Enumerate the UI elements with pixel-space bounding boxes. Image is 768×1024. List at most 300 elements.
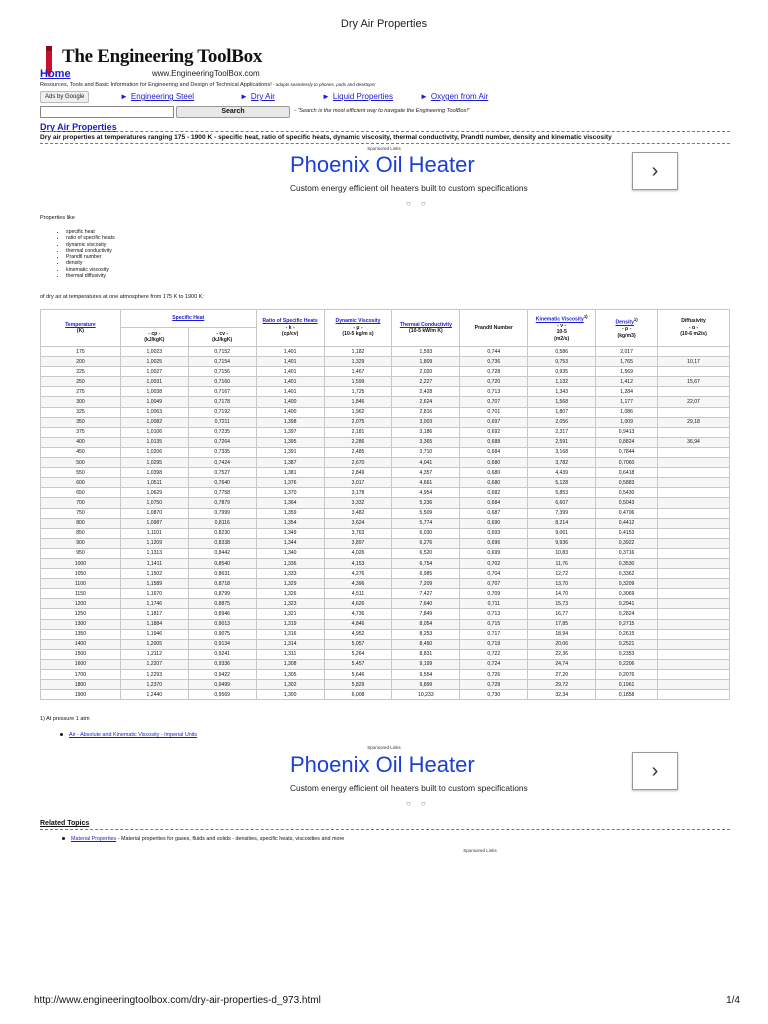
table-cell: 1,0063 <box>120 407 188 417</box>
table-cell: 1,398 <box>256 417 324 427</box>
table-cell: 0,9422 <box>188 670 256 680</box>
table-cell: 1,0082 <box>120 417 188 427</box>
ad-carousel-dots[interactable]: ○ ○ <box>406 799 430 808</box>
header-dynamic-viscosity <box>324 310 392 347</box>
table-cell: 4,954 <box>392 488 460 498</box>
nav-link-engineering-steel[interactable] <box>120 92 194 101</box>
table-cell <box>658 508 730 518</box>
density-link[interactable]: Density <box>615 319 634 326</box>
table-cell: 1,340 <box>256 548 324 558</box>
table-cell: 1,1746 <box>120 599 188 609</box>
table-cell: 32,34 <box>528 690 596 700</box>
table-cell <box>658 498 730 508</box>
table-cell: 2,017 <box>596 347 658 357</box>
table-cell: 0,2615 <box>596 629 658 639</box>
nav-link-liquid-properties[interactable] <box>322 92 393 101</box>
triangle-right-icon: ► <box>240 92 248 101</box>
table-cell <box>658 639 730 649</box>
table-cell: 1,397 <box>256 427 324 437</box>
nav-link-dry-air[interactable] <box>240 92 275 101</box>
ad-next-arrow-icon[interactable]: › <box>632 152 678 190</box>
table-row <box>41 367 730 377</box>
table-cell: 0,7844 <box>596 447 658 457</box>
tagline <box>40 82 375 88</box>
table-cell: 2,485 <box>324 447 392 457</box>
table-cell: 15,73 <box>528 599 596 609</box>
header-unit: (K) <box>76 328 84 334</box>
table-cell <box>658 690 730 700</box>
table-cell: 0,2206 <box>596 659 658 669</box>
table-cell: 0,7192 <box>188 407 256 417</box>
table-cell: 0,707 <box>460 579 528 589</box>
table-cell: 750 <box>41 508 121 518</box>
print-header-title: Dry Air Properties <box>340 18 428 30</box>
table-cell: 1,177 <box>596 397 658 407</box>
table-cell: 8,831 <box>392 649 460 659</box>
table-cell: 0,699 <box>460 548 528 558</box>
table-cell: 1,401 <box>256 387 324 397</box>
table-cell: 1,336 <box>256 558 324 568</box>
list-item: • thermal diffusivity <box>66 273 115 279</box>
table-cell: 3,897 <box>324 538 392 548</box>
table-cell: 1,300 <box>256 690 324 700</box>
ads-by-google-button[interactable]: Ads by Google <box>40 91 89 103</box>
table-cell: 1,381 <box>256 468 324 478</box>
table-cell: 0,726 <box>460 670 528 680</box>
table-cell: 3,017 <box>324 478 392 488</box>
table-cell: 1,344 <box>256 538 324 548</box>
table-cell: 1,2370 <box>120 680 188 690</box>
search-row <box>40 106 730 118</box>
table-cell: 4,357 <box>392 468 460 478</box>
table-cell: 0,3069 <box>596 589 658 599</box>
table-cell: 1,846 <box>324 397 392 407</box>
table-cell: 1,132 <box>528 377 596 387</box>
tagline-small: - adapts seamlessly to phones, pads and desktops! <box>271 82 376 87</box>
table-cell: 0,8230 <box>188 528 256 538</box>
table-cell: 2,075 <box>324 417 392 427</box>
kinematic-viscosity-link[interactable]: Kinematic Viscosity <box>535 316 584 323</box>
table-cell: 0,9134 <box>188 639 256 649</box>
table-cell: 1,2293 <box>120 670 188 680</box>
table-row <box>41 629 730 639</box>
table-cell: 2,317 <box>528 427 596 437</box>
table-cell: 7,399 <box>528 508 596 518</box>
ad-banner[interactable] <box>270 752 690 812</box>
table-cell: 1,1313 <box>120 548 188 558</box>
table-cell: 0,9413 <box>596 427 658 437</box>
table-cell: 29,72 <box>528 680 596 690</box>
triangle-right-icon: ► <box>322 92 330 101</box>
table-cell: 7,849 <box>392 609 460 619</box>
table-cell: 0,5430 <box>596 488 658 498</box>
table-cell: 6,008 <box>324 690 392 700</box>
table-cell: 1,0106 <box>120 427 188 437</box>
table-cell: 0,9241 <box>188 649 256 659</box>
table-cell: 1,364 <box>256 498 324 508</box>
table-cell: 22,36 <box>528 649 596 659</box>
table-cell: 3,168 <box>528 447 596 457</box>
ratio-link[interactable]: Ratio of Specific Heats <box>262 318 318 325</box>
table-row <box>41 619 730 629</box>
table-cell: 6,607 <box>528 498 596 508</box>
table-cell: 0,3530 <box>596 558 658 568</box>
header-symbol: - cv - <box>216 330 229 337</box>
table-cell: 4,026 <box>324 548 392 558</box>
table-cell <box>658 579 730 589</box>
header-unit: (kg/m3) <box>617 332 636 339</box>
nav-link-label: Oxygen from Air <box>430 92 489 101</box>
search-button[interactable]: Search <box>176 106 290 118</box>
table-cell: 1,2112 <box>120 649 188 659</box>
ad-banner[interactable] <box>270 152 690 212</box>
table-row <box>41 528 730 538</box>
table-cell: 4,439 <box>528 468 596 478</box>
breadcrumb-dry-air-properties[interactable]: Dry Air Properties <box>40 122 117 132</box>
table-cell: 1,400 <box>256 397 324 407</box>
table-cell: 9,199 <box>392 659 460 669</box>
table-cell: 0,736 <box>460 357 528 367</box>
table-cell: 1100 <box>41 579 121 589</box>
table-row <box>41 579 730 589</box>
header-symbol: - ν - <box>557 322 567 329</box>
table-cell: 3,178 <box>324 488 392 498</box>
table-row <box>41 407 730 417</box>
table-cell: 8,450 <box>392 639 460 649</box>
table-cell: 0,1858 <box>596 690 658 700</box>
table-cell: 0,3922 <box>596 538 658 548</box>
header-cv <box>188 328 256 347</box>
table-cell: 5,853 <box>528 488 596 498</box>
table-cell: 3,624 <box>324 518 392 528</box>
table-row <box>41 427 730 437</box>
air-viscosity-imperial-link[interactable]: Air - Absolute and Kinematic Viscosity - Imperial Units <box>69 732 198 738</box>
table-cell: 2,227 <box>392 377 460 387</box>
table-cell: 0,8718 <box>188 579 256 589</box>
header-symbol: - μ - <box>353 324 363 331</box>
table-cell: 0,709 <box>460 589 528 599</box>
table-cell <box>658 558 730 568</box>
table-cell: 10,17 <box>658 357 730 367</box>
list-item: • density <box>66 260 115 266</box>
table-cell: 1,2005 <box>120 639 188 649</box>
table-row <box>41 357 730 367</box>
table-cell: 0,9075 <box>188 629 256 639</box>
table-cell: 1,009 <box>596 417 658 427</box>
table-cell: 0,701 <box>460 407 528 417</box>
table-cell: 1,401 <box>256 357 324 367</box>
table-cell: 2,670 <box>324 458 392 468</box>
header-unit: (cp/cv) <box>281 331 299 338</box>
table-cell: 5,646 <box>324 670 392 680</box>
table-cell: 1,319 <box>256 619 324 629</box>
table-cell: 2,816 <box>392 407 460 417</box>
table-cell: 0,2353 <box>596 649 658 659</box>
table-cell: 24,74 <box>528 659 596 669</box>
table-cell: 1,0987 <box>120 518 188 528</box>
table-cell: 22,07 <box>658 397 730 407</box>
header-symbol: - ρ - <box>621 326 632 333</box>
table-row <box>41 609 730 619</box>
table-cell: 0,713 <box>460 387 528 397</box>
table-cell: 2,056 <box>528 417 596 427</box>
table-cell: 0,2941 <box>596 599 658 609</box>
table-cell: 0,2824 <box>596 609 658 619</box>
header-specific-heat <box>120 310 256 328</box>
table-cell <box>658 387 730 397</box>
table-cell: 0,702 <box>460 558 528 568</box>
table-cell: 2,020 <box>392 367 460 377</box>
table-row <box>41 478 730 488</box>
table-cell: 600 <box>41 478 121 488</box>
table-cell: 0,730 <box>460 690 528 700</box>
table-cell: 1,0629 <box>120 488 188 498</box>
header-ratio <box>256 310 324 347</box>
table-cell: 0,7527 <box>188 468 256 478</box>
table-cell: 0,8442 <box>188 548 256 558</box>
print-footer-page-number: 1/4 <box>726 995 740 1006</box>
related-topic-text: - Material properties for gases, fluids and solids - densities, specific heats, viscosities and more <box>116 836 345 842</box>
table-cell: 700 <box>41 498 121 508</box>
table-cell: 10,83 <box>528 548 596 558</box>
nav-link-oxygen-from-air[interactable] <box>420 92 488 101</box>
table-cell: 9,936 <box>528 538 596 548</box>
triangle-right-icon: ► <box>420 92 428 101</box>
table-cell: 225 <box>41 367 121 377</box>
table-cell: 0,7211 <box>188 417 256 427</box>
table-cell: 0,3716 <box>596 548 658 558</box>
table-cell: 1050 <box>41 569 121 579</box>
table-cell: 3,710 <box>392 447 460 457</box>
table-cell: 5,457 <box>324 659 392 669</box>
table-cell: 0,3362 <box>596 569 658 579</box>
table-cell: 3,365 <box>392 437 460 447</box>
table-cell: 0,684 <box>460 447 528 457</box>
table-row <box>41 458 730 468</box>
table-cell: 2,849 <box>324 468 392 478</box>
table-row <box>41 649 730 659</box>
table-cell: 250 <box>41 377 121 387</box>
table-cell: 0,7178 <box>188 397 256 407</box>
table-cell: 4,511 <box>324 589 392 599</box>
ad-carousel-dots[interactable]: ○ ○ <box>406 199 430 208</box>
logo-text: The Engineering ToolBox <box>62 46 263 67</box>
table-cell: 1,467 <box>324 367 392 377</box>
table-cell: 1,1946 <box>120 629 188 639</box>
table-cell: 1,1101 <box>120 528 188 538</box>
header-unit: (kJ/kgK) <box>212 337 233 343</box>
table-cell: 375 <box>41 427 121 437</box>
table-cell: 0,8631 <box>188 569 256 579</box>
sub-link-row <box>60 732 197 738</box>
table-cell <box>658 589 730 599</box>
table-cell: 7,209 <box>392 579 460 589</box>
table-cell: 1,284 <box>596 387 658 397</box>
table-cell: 5,829 <box>324 680 392 690</box>
table-cell: 1,323 <box>256 599 324 609</box>
table-cell: 950 <box>41 548 121 558</box>
table-cell: 10,233 <box>392 690 460 700</box>
table-cell <box>658 659 730 669</box>
table-cell: 1,569 <box>596 367 658 377</box>
site-logo[interactable] <box>40 44 300 84</box>
table-cell: 1,1670 <box>120 589 188 599</box>
nav-link-label: Liquid Properties <box>332 92 393 101</box>
table-row <box>41 488 730 498</box>
table-cell: 1,354 <box>256 518 324 528</box>
header-symbol: - k - <box>285 324 295 331</box>
table-cell: 1,401 <box>256 367 324 377</box>
table-cell: 3,186 <box>392 427 460 437</box>
table-cell: 4,396 <box>324 579 392 589</box>
list-item: • thermal conductivity <box>66 248 115 254</box>
table-cell: 1,311 <box>256 649 324 659</box>
table-cell: 1,370 <box>256 488 324 498</box>
list-item: • ratio of specific heats <box>66 235 115 241</box>
table-cell: 5,057 <box>324 639 392 649</box>
table-cell: 8,214 <box>528 518 596 528</box>
table-cell: 1000 <box>41 558 121 568</box>
table-cell: 450 <box>41 447 121 457</box>
table-cell: 1,387 <box>256 458 324 468</box>
table-cell: 0,8799 <box>188 589 256 599</box>
table-cell: 4,153 <box>324 558 392 568</box>
table-cell: 4,952 <box>324 629 392 639</box>
header-unit: (m2/s) <box>554 335 570 342</box>
table-cell: 1,0295 <box>120 458 188 468</box>
table-cell: 0,680 <box>460 478 528 488</box>
table-cell: 1250 <box>41 609 121 619</box>
table-cell: 0,8338 <box>188 538 256 548</box>
table-cell: 1,329 <box>256 579 324 589</box>
table-cell: 0,2521 <box>596 639 658 649</box>
list-item: • Prandtl number <box>66 254 115 260</box>
ad-next-arrow-icon[interactable]: › <box>632 752 678 790</box>
header-thermal-conductivity <box>392 310 460 347</box>
print-footer-url: http://www.engineeringtoolbox.com/dry-air-properties-d_973.html <box>34 995 321 1006</box>
table-row <box>41 397 730 407</box>
nav-link-label: Dry Air <box>250 92 275 101</box>
tagline-text: Resources, Tools and Basic Information for Engineering and Design of Technical Applications! <box>40 82 272 88</box>
table-cell: 1300 <box>41 619 121 629</box>
home-link[interactable]: Home <box>40 68 71 80</box>
bullet-icon <box>62 837 65 840</box>
table-cell: 0,690 <box>460 518 528 528</box>
table-cell: 1,412 <box>596 377 658 387</box>
table-cell: 12,72 <box>528 569 596 579</box>
table-cell: 0,704 <box>460 569 528 579</box>
table-cell: 1,1502 <box>120 569 188 579</box>
table-cell: 0,2076 <box>596 670 658 680</box>
table-cell: 1,593 <box>392 347 460 357</box>
table-cell: 0,715 <box>460 619 528 629</box>
table-cell <box>658 569 730 579</box>
table-row <box>41 387 730 397</box>
table-cell: 0,7335 <box>188 447 256 457</box>
table-cell <box>658 528 730 538</box>
table-cell: 1,329 <box>324 357 392 367</box>
table-cell: 1,0870 <box>120 508 188 518</box>
table-cell: 0,753 <box>528 357 596 367</box>
table-cell <box>658 458 730 468</box>
table-cell: 17,85 <box>528 619 596 629</box>
table-row <box>41 447 730 457</box>
table-cell: 1,0511 <box>120 478 188 488</box>
table-cell: 4,041 <box>392 458 460 468</box>
material-properties-link[interactable]: Material Properties <box>71 836 117 842</box>
table-cell <box>658 407 730 417</box>
table-cell: 1,2207 <box>120 659 188 669</box>
table-cell: 0,5883 <box>596 478 658 488</box>
table-row <box>41 468 730 478</box>
table-cell: 275 <box>41 387 121 397</box>
table-cell: 1350 <box>41 629 121 639</box>
table-cell <box>658 347 730 357</box>
table-cell: 1,333 <box>256 569 324 579</box>
table-cell: 0,693 <box>460 528 528 538</box>
table-cell: 0,7758 <box>188 488 256 498</box>
table-cell: 0,8946 <box>188 609 256 619</box>
table-cell: 1,395 <box>256 437 324 447</box>
table-cell: 0,9499 <box>188 680 256 690</box>
table-cell <box>658 670 730 680</box>
table-cell: 1,391 <box>256 447 324 457</box>
table-cell: 1,376 <box>256 478 324 488</box>
table-cell: 0,5043 <box>596 498 658 508</box>
table-cell: 1600 <box>41 659 121 669</box>
table-row <box>41 680 730 690</box>
divider <box>40 829 730 830</box>
table-cell: 8,054 <box>392 619 460 629</box>
table-body <box>41 347 730 700</box>
table-cell: 1,0031 <box>120 377 188 387</box>
table-cell: 800 <box>41 518 121 528</box>
dynamic-viscosity-link[interactable]: Dynamic Viscosity <box>335 318 381 325</box>
table-row <box>41 518 730 528</box>
table-cell: 1500 <box>41 649 121 659</box>
table-cell: 4,736 <box>324 609 392 619</box>
temperature-link[interactable]: Temperature <box>65 321 96 328</box>
table-cell: 1150 <box>41 589 121 599</box>
table-cell: 8,253 <box>392 629 460 639</box>
specific-heat-link[interactable]: Specific Heat <box>172 315 205 322</box>
header-symbol: - α - <box>688 324 699 331</box>
ad-title[interactable]: Phoenix Oil Heater <box>290 152 475 177</box>
table-cell: 14,70 <box>528 589 596 599</box>
table-cell: 650 <box>41 488 121 498</box>
table-cell: 0,680 <box>460 458 528 468</box>
table-cell: 1,765 <box>596 357 658 367</box>
table-cell: 0,7235 <box>188 427 256 437</box>
ad-title[interactable]: Phoenix Oil Heater <box>290 752 475 777</box>
table-cell: 900 <box>41 538 121 548</box>
table-cell: 16,77 <box>528 609 596 619</box>
ad-description: Custom energy efficient oil heaters built to custom specifications <box>290 183 528 193</box>
properties-intro: Properties like <box>40 215 75 221</box>
table-cell: 4,276 <box>324 569 392 579</box>
table-cell: 0,7999 <box>188 508 256 518</box>
search-input[interactable] <box>40 106 174 118</box>
table-cell: 6,276 <box>392 538 460 548</box>
table-cell: 3,332 <box>324 498 392 508</box>
table-cell: 0,680 <box>460 468 528 478</box>
table-cell: 1,599 <box>324 377 392 387</box>
related-topics-heading: Related Topics <box>40 820 90 827</box>
table-cell: 18,94 <box>528 629 596 639</box>
table-cell: 1,0135 <box>120 437 188 447</box>
table-cell: 1,2440 <box>120 690 188 700</box>
thermal-conductivity-link[interactable]: Thermal Conductivity <box>399 321 452 328</box>
